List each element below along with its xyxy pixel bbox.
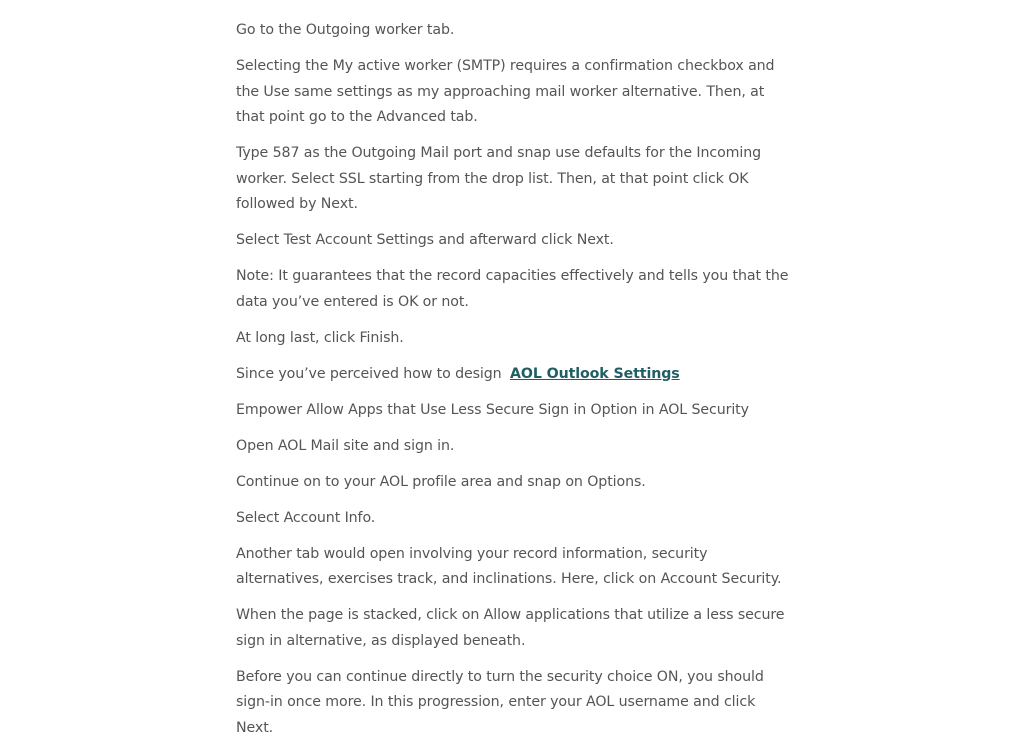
paragraph-account-info: Select Account Info.: [236, 509, 376, 526]
paragraph-allow-less-secure: When the page is stacked, click on Allow applications that utilize a less secure sign in alternative, as displayed beneath.: [236, 607, 785, 649]
paragraph-open-aol-mail: Open AOL Mail site and sign in.: [236, 437, 455, 454]
paragraph-test-settings: Select Test Account Settings and afterward click Next.: [236, 232, 614, 248]
paragraph-account-security: Another tab would open involving your record information, security alternatives, exercises track, and inclinations. Here, click on Account Security.: [236, 545, 782, 587]
paragraph-design-settings: [236, 362, 792, 388]
paragraph-smtp-checkbox: Selecting the My active worker (SMTP) requires a confirmation checkbox and the Use same settings as my approaching mail worker alternative. Then, at that point go to the Advanced tab.: [236, 58, 775, 125]
paragraph-port-587: Type 587 as the Outgoing Mail port and snap use defaults for the Incoming worker. Select SSL starting from the drop list. Then, at that point click OK followed by Next.: [236, 145, 762, 212]
paragraph-allow-apps-heading: Empower Allow Apps that Use Less Secure Sign in Option in AOL Security: [236, 401, 749, 418]
article-body: [236, 18, 792, 752]
design-settings-text: Since you’ve perceived how to design: [236, 365, 502, 382]
aol-outlook-settings-link[interactable]: AOL Outlook Settings: [509, 365, 680, 382]
paragraph-finish: At long last, click Finish.: [236, 329, 404, 346]
paragraph-sign-in-again: Before you can continue directly to turn the security choice ON, you should sign-in once more. In this progression, enter your AOL username and click Next.: [236, 668, 764, 736]
paragraph-outgoing-tab: Go to the Outgoing worker tab.: [236, 22, 455, 38]
paragraph-profile-options: Continue on to your AOL profile area and snap on Options.: [236, 473, 646, 490]
paragraph-note: Note: It guarantees that the record capacities effectively and tells you that the data you’ve entered is OK or not.: [236, 268, 789, 310]
